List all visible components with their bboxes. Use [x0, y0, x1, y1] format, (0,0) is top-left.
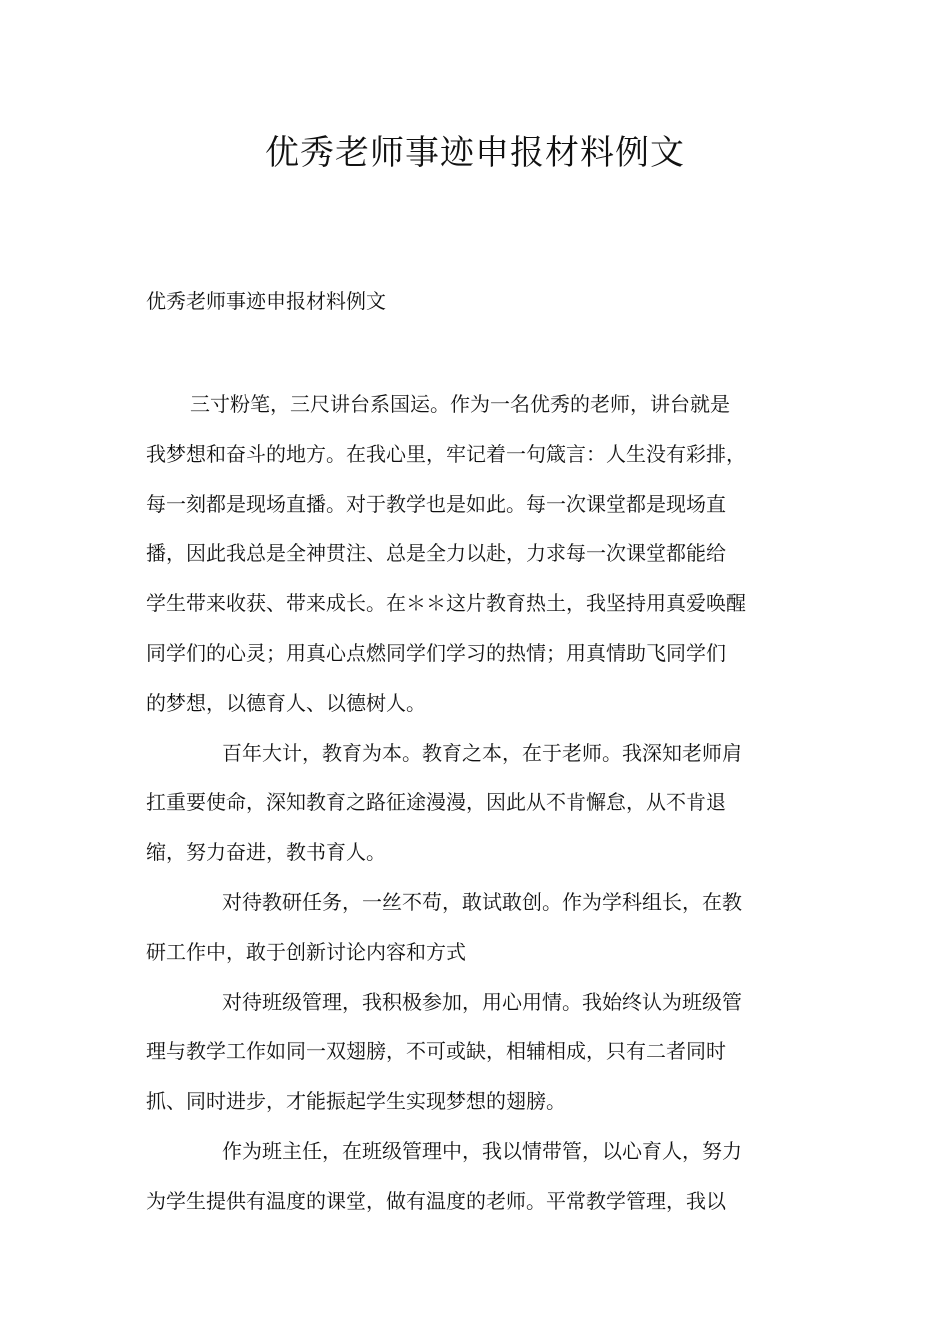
text-line: 抓、同时进步，才能振起学生实现梦想的翅膀。: [146, 1089, 566, 1114]
paragraph-2: [146, 729, 826, 878]
paragraph-4: [146, 978, 826, 1127]
document-body: [146, 380, 826, 1227]
text-line: 播，因此我总是全神贯注、总是全力以赴，力求每一次课堂都能给: [146, 541, 726, 566]
paragraph-5: [146, 1127, 826, 1227]
paragraph-1: [146, 380, 826, 729]
text-line: 百年大计，教育为本。教育之本，在于老师。我深知老师肩: [222, 740, 742, 765]
text-line: 每一刻都是现场直播。对于教学也是如此。每一次课堂都是现场直: [146, 491, 726, 516]
text-line: 同学们的心灵；用真心点燃同学们学习的热情；用真情助飞同学们: [146, 640, 726, 665]
text-line: 缩，努力奋进，教书育人。: [146, 840, 386, 865]
document-subtitle: 优秀老师事迹申报材料例文: [146, 289, 386, 313]
text-line: 为学生提供有温度的课堂，做有温度的老师。平常教学管理，我以: [146, 1188, 726, 1213]
text-line: 我梦想和奋斗的地方。在我心里，牢记着一句箴言：人生没有彩排，: [146, 441, 746, 466]
text-line: 对待班级管理，我积极参加，用心用情。我始终认为班级管: [222, 989, 742, 1014]
text-line: 对待教研任务，一丝不苟，敢试敢创。作为学科组长，在教: [222, 889, 742, 914]
text-line: 的梦想，以德育人、以德树人。: [146, 690, 426, 715]
text-line: 理与教学工作如同一双翅膀，不可或缺，相辅相成，只有二者同时: [146, 1039, 726, 1064]
document-title: 优秀老师事迹申报材料例文: [265, 133, 685, 173]
text-line: 扛重要使命，深知教育之路征途漫漫，因此从不肯懈怠，从不肯退: [146, 790, 726, 815]
text-line: 作为班主任，在班级管理中，我以情带管，以心育人，努力: [222, 1138, 742, 1163]
paragraph-3: [146, 878, 826, 978]
text-line: 三寸粉笔，三尺讲台系国运。作为一名优秀的老师，讲台就是: [190, 392, 730, 416]
text-line: 研工作中，敢于创新讨论内容和方式: [146, 939, 466, 964]
text-line: 学生带来收获、带来成长。在＊＊这片教育热土，我坚持用真爱唤醒: [146, 591, 746, 616]
